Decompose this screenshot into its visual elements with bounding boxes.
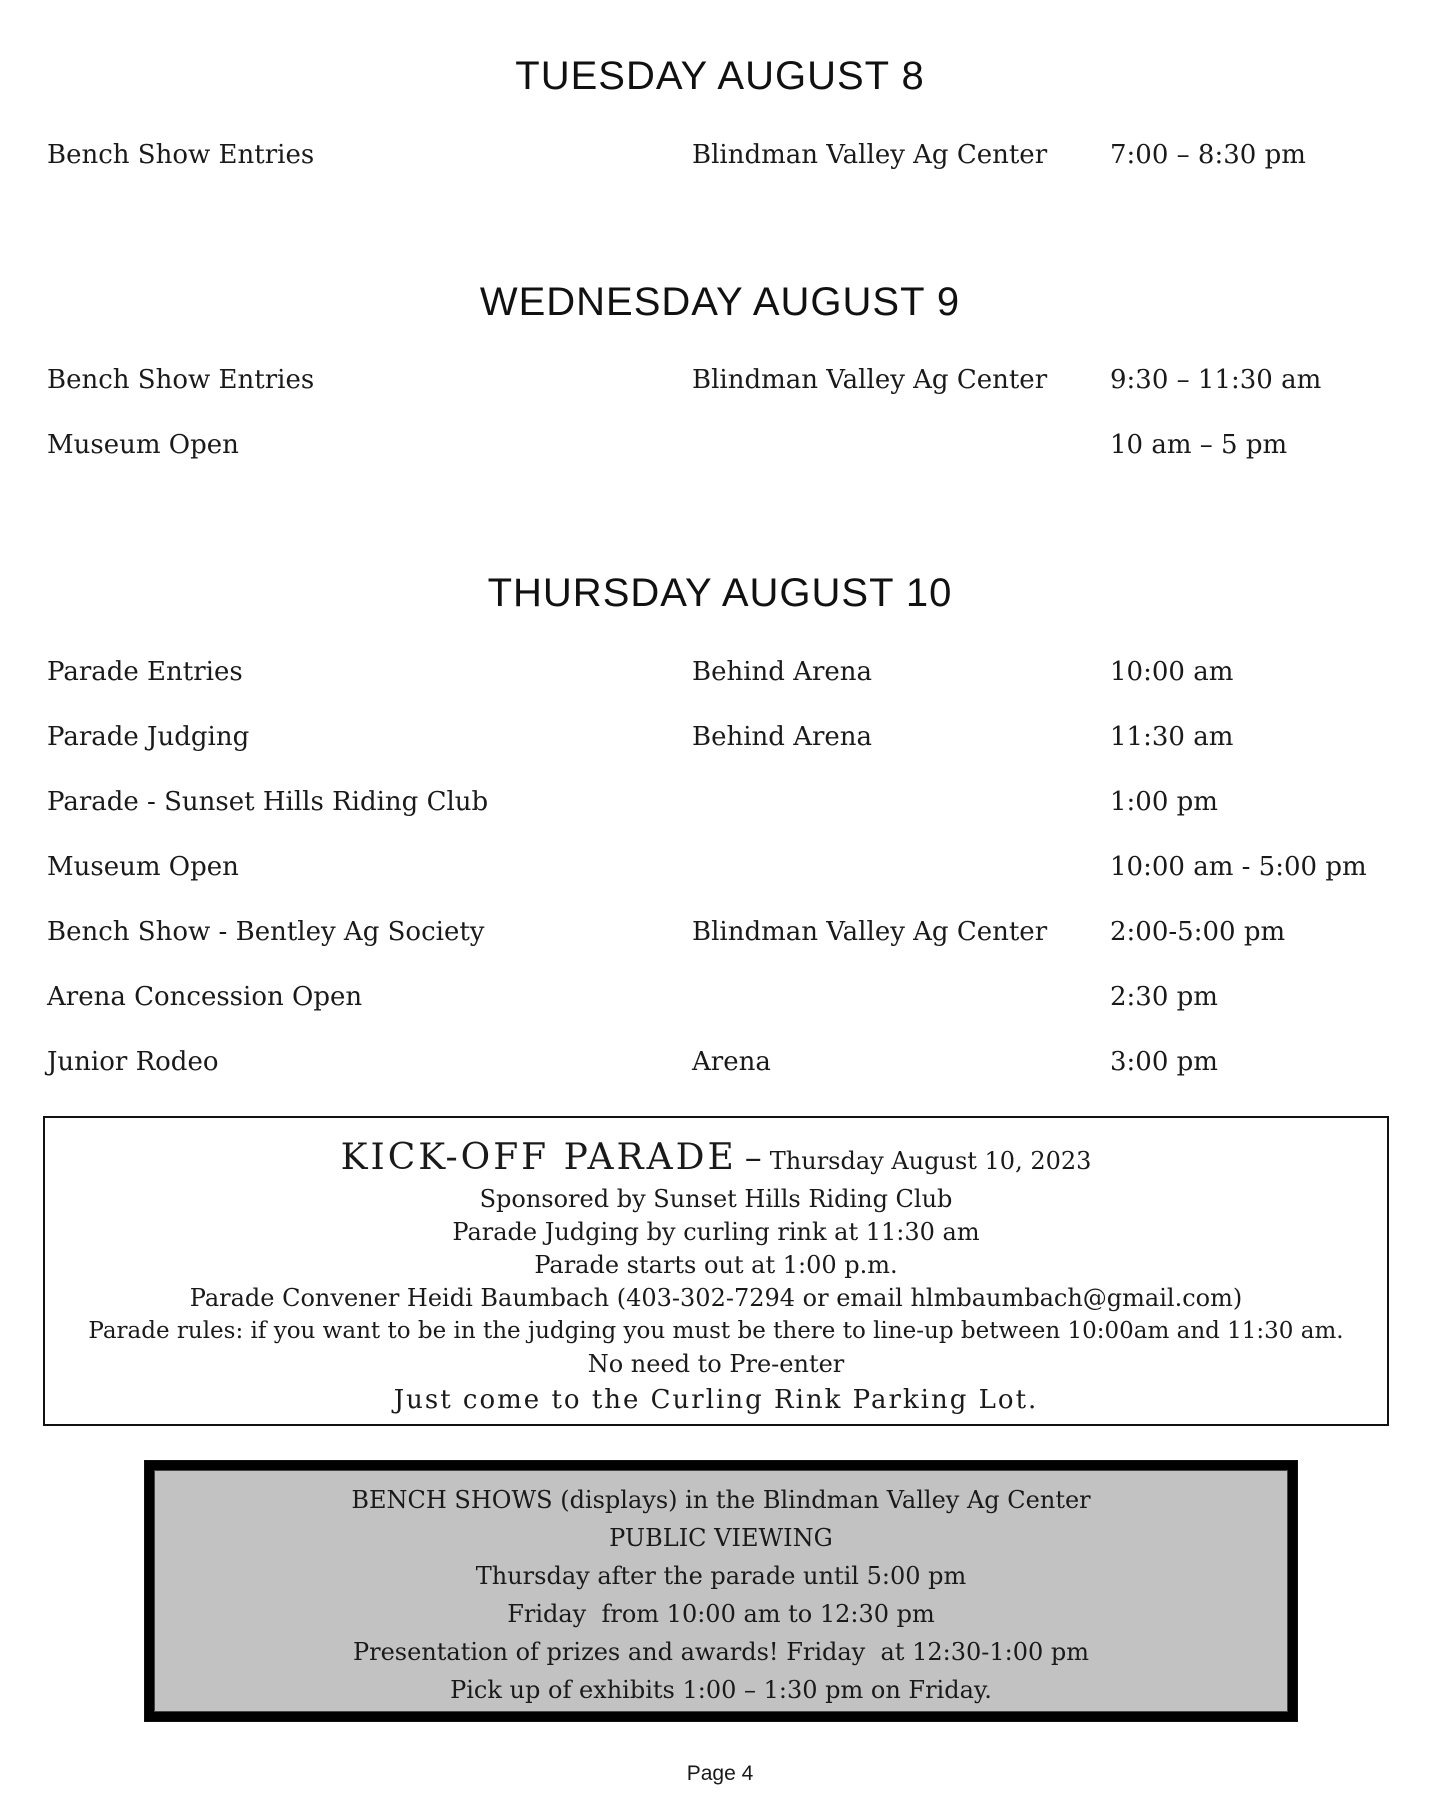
event-row bbox=[0, 722, 1440, 762]
bench-shows-panel bbox=[154, 1470, 1288, 1712]
event-time: 2:30 pm bbox=[1110, 982, 1218, 1012]
event-location: Behind Arena bbox=[692, 722, 873, 752]
event-row bbox=[0, 917, 1440, 957]
event-name: Parade Judging bbox=[47, 722, 250, 752]
event-time: 10 am – 5 pm bbox=[1110, 430, 1288, 460]
event-location: Blindman Valley Ag Center bbox=[692, 917, 1048, 947]
event-row bbox=[0, 787, 1440, 827]
event-location: Behind Arena bbox=[692, 657, 873, 687]
kickoff-convener: Parade Convener Heidi Baumbach (403-302-7294 or email hlmbaumbach@gmail.com) bbox=[189, 1284, 1243, 1312]
event-name: Bench Show Entries bbox=[47, 365, 315, 395]
kickoff-parade-box bbox=[43, 1116, 1389, 1426]
day-heading-wednesday: WEDNESDAY AUGUST 9 bbox=[479, 280, 961, 324]
event-name: Bench Show - Bentley Ag Society bbox=[47, 917, 485, 947]
bench-shows-line: Presentation of prizes and awards! Friday at 12:30-1:00 pm bbox=[352, 1638, 1089, 1666]
event-location: Blindman Valley Ag Center bbox=[692, 365, 1048, 395]
event-time: 7:00 – 8:30 pm bbox=[1110, 140, 1306, 170]
event-name: Junior Rodeo bbox=[47, 1047, 219, 1077]
event-name: Museum Open bbox=[47, 430, 239, 460]
kickoff-judging: Parade Judging by curling rink at 11:30 am bbox=[452, 1218, 980, 1246]
kickoff-title: KICK-OFF PARADE bbox=[340, 1137, 737, 1178]
event-name: Bench Show Entries bbox=[47, 140, 315, 170]
kickoff-date: Thursday August 10, 2023 bbox=[769, 1147, 1092, 1175]
event-name: Parade Entries bbox=[47, 657, 243, 687]
day-heading-thursday: THURSDAY AUGUST 10 bbox=[487, 571, 953, 615]
event-time: 3:00 pm bbox=[1110, 1047, 1218, 1077]
event-time: 11:30 am bbox=[1110, 722, 1234, 752]
bench-shows-line: Thursday after the parade until 5:00 pm bbox=[475, 1562, 967, 1590]
event-row bbox=[0, 982, 1440, 1022]
event-time: 2:00-5:00 pm bbox=[1110, 917, 1286, 947]
kickoff-closing: Just come to the Curling Rink Parking Lot. bbox=[393, 1385, 1039, 1415]
event-time: 1:00 pm bbox=[1110, 787, 1218, 817]
event-name: Museum Open bbox=[47, 852, 239, 882]
bench-shows-line: Pick up of exhibits 1:00 – 1:30 pm on Friday. bbox=[450, 1676, 992, 1704]
event-time: 10:00 am bbox=[1110, 657, 1234, 687]
page-number: Page 4 bbox=[686, 1762, 754, 1785]
kickoff-no-preenter: No need to Pre-enter bbox=[587, 1350, 845, 1378]
kickoff-dash: – bbox=[744, 1138, 762, 1178]
event-row bbox=[0, 365, 1440, 405]
kickoff-title-line bbox=[45, 1136, 1387, 1183]
event-row bbox=[0, 430, 1440, 470]
bench-shows-line: PUBLIC VIEWING bbox=[609, 1524, 833, 1552]
day-heading-tuesday: TUESDAY AUGUST 8 bbox=[515, 54, 925, 98]
event-time: 10:00 am - 5:00 pm bbox=[1110, 852, 1367, 882]
bench-shows-box bbox=[144, 1460, 1298, 1722]
bench-shows-line: Friday from 10:00 am to 12:30 pm bbox=[507, 1600, 935, 1628]
bench-shows-line: BENCH SHOWS (displays) in the Blindman Valley Ag Center bbox=[351, 1486, 1091, 1514]
event-row bbox=[0, 657, 1440, 697]
event-location: Arena bbox=[692, 1047, 771, 1077]
event-location: Blindman Valley Ag Center bbox=[692, 140, 1048, 170]
event-time: 9:30 – 11:30 am bbox=[1110, 365, 1322, 395]
kickoff-start: Parade starts out at 1:00 p.m. bbox=[534, 1251, 898, 1279]
event-row bbox=[0, 1047, 1440, 1087]
event-name: Arena Concession Open bbox=[47, 982, 363, 1012]
kickoff-sponsor: Sponsored by Sunset Hills Riding Club bbox=[479, 1185, 953, 1213]
event-name: Parade - Sunset Hills Riding Club bbox=[47, 787, 489, 817]
event-row bbox=[0, 852, 1440, 892]
event-row bbox=[0, 140, 1440, 180]
kickoff-rules: Parade rules: if you want to be in the judging you must be there to line-up between 10:00am and 11:30 am. bbox=[88, 1318, 1344, 1344]
